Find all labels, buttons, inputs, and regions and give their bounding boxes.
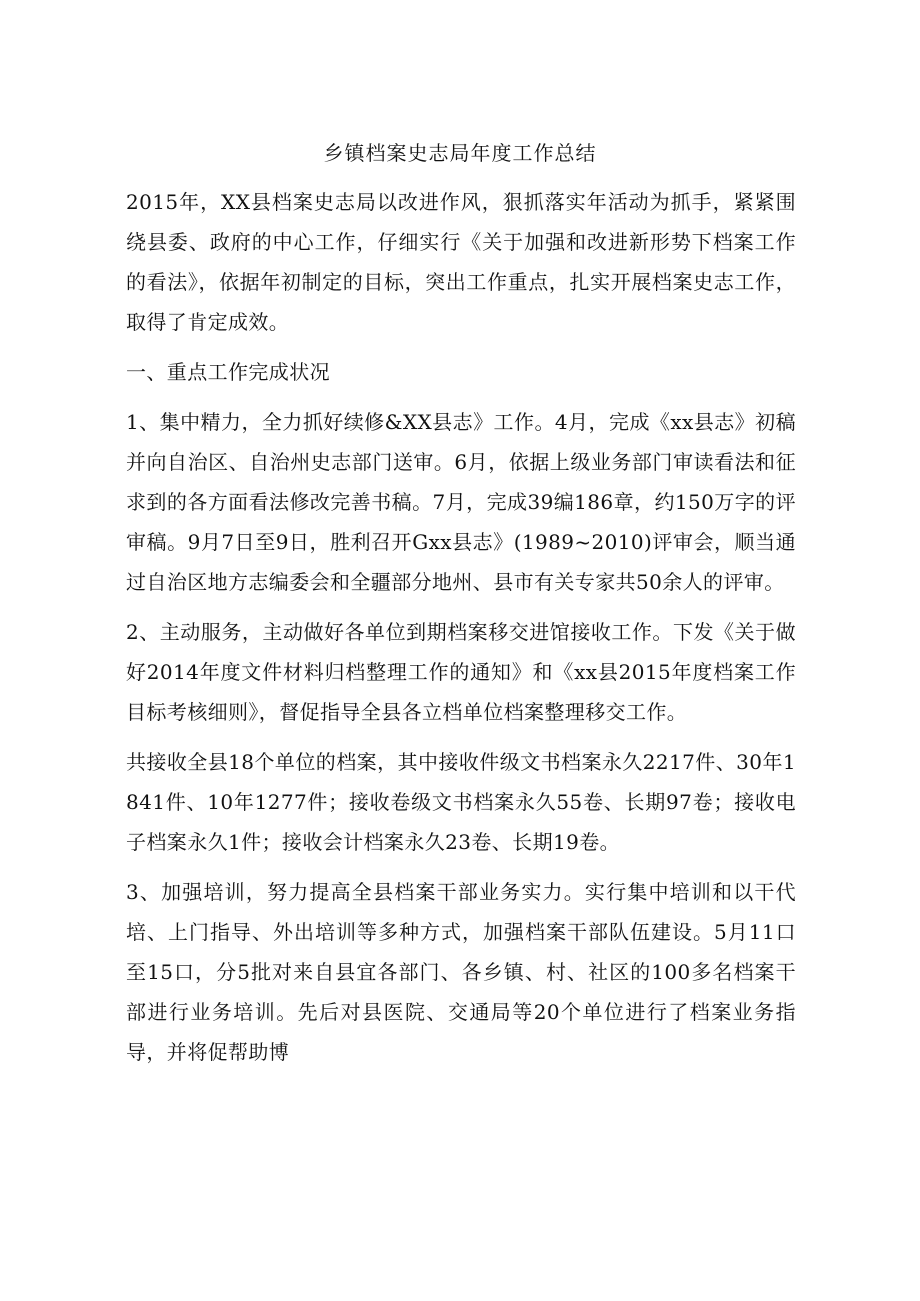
section-heading: 一、重点工作完成状况 [126,360,330,384]
paragraph-item-3: 3、加强培训，努力提高全县档案干部业务实力。实行集中培训和以干代培、上门指导、外出培训等多种方式，加强档案干部队伍建设。5月11口至15口，分5批对来自县宜各部门、各乡镇、村、社区的100多名档案干部进行业务培训。先后对县医院、交通局等20个单位进行了档案业务指导，并将促帮助博 [126,880,796,1064]
document-body [126,182,796,1072]
paragraph-archive-stats: 共接收全县18个单位的档案，其中接收件级文书档案永久2217件、30年1841件、10年1277件；接收卷级文书档案永久55卷、长期97卷；接收电子档案永久1件；接收会计档案永久23卷、长期19卷。 [126,750,796,854]
paragraph-item-2: 2、主动服务，主动做好各单位到期档案移交进馆接收工作。下发《关于做好2014年度文件材料归档整理工作的通知》和《xx县2015年度档案工作目标考核细则》，督促指导全县各立档单位档案整理移交工作。 [126,620,796,724]
intro-paragraph: 2015年，XX县档案史志局以改进作风，狠抓落实年活动为抓手，紧紧围绕县委、政府的中心工作，仔细实行《关于加强和改进新形势下档案工作的看法》，依据年初制定的目标，突出工作重点，扎实开展档案史志工作，取得了肯定成效。 [126,190,796,334]
paragraph-item-1: 1、集中精力，全力抓好续修&XX县志》工作。4月，完成《xx县志》初稿并向自治区、自治州史志部门送审。6月，依据上级业务部门审读看法和征求到的各方面看法修改完善书稿。7月，完成39编186章，约150万字的评审稿。9月7日至9日，胜利召开Gxx县志》(1989~2010)评审会，顺当通过自治区地方志编委会和全疆部分地州、县市有关专家共50余人的评审。 [126,410,796,594]
document-title: 乡镇档案史志局年度工作总结 [323,141,597,165]
